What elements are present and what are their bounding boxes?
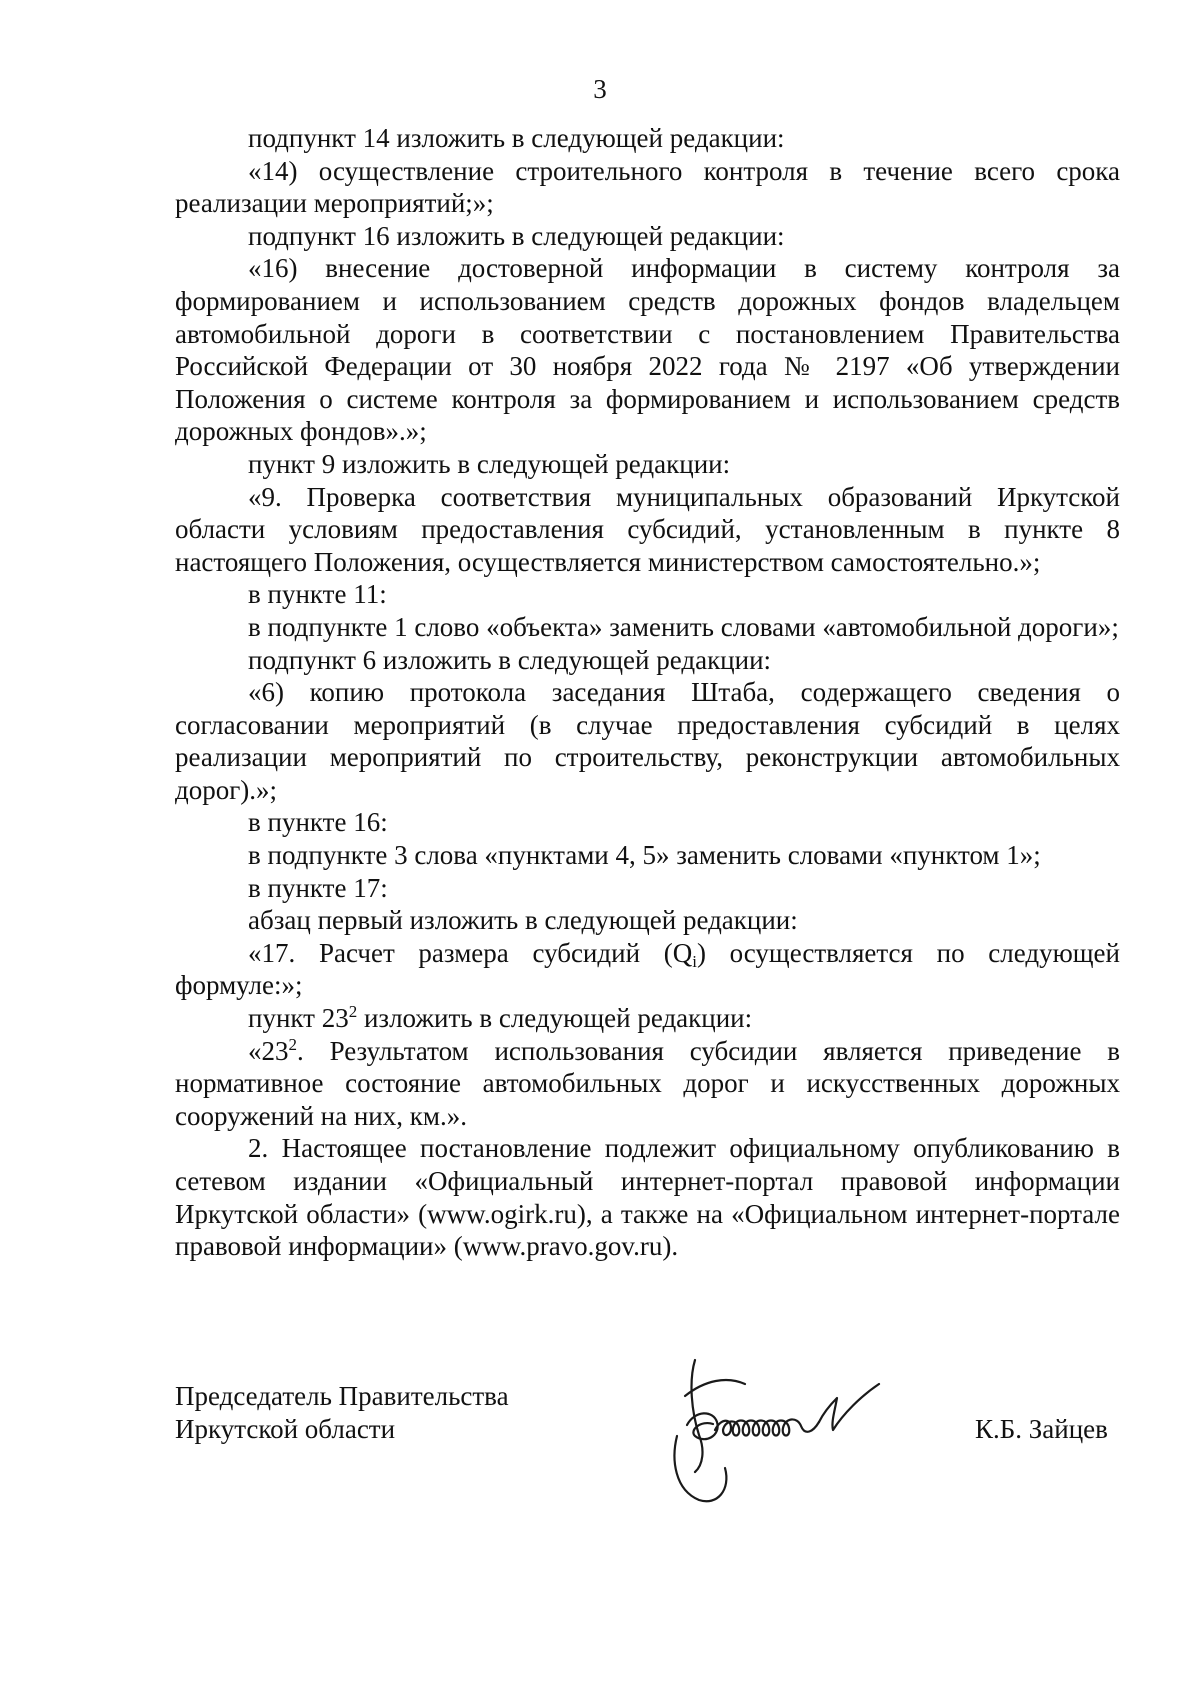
paragraph: в пункте 17: (248, 872, 388, 903)
paragraph: подпункт 6 изложить в следующей редакции: (248, 644, 772, 675)
text-span: «17. Расчет размера субсидий (Q (248, 937, 693, 968)
signer-position-line: Иркутской области (175, 1414, 396, 1444)
paragraph: подпункт 16 изложить в следующей редакции: (248, 220, 785, 251)
paragraph-23-text (175, 1035, 1120, 1133)
superscript: 2 (348, 1002, 358, 1022)
text-span: «23 (248, 1035, 289, 1066)
paragraph: в пункте 16: (248, 807, 388, 838)
paragraph: абзац первый изложить в следующей редакции: (248, 905, 798, 936)
paragraph: «16) внесение достоверной информации в систему контроля за формированием и использованием средств дорожных фондов владельцем автомобильной дороги в соответствии с постановлением Правительства Российской Федерации от 30 ноября 2022 года № 2197 «Об утверждении Положения о системе контроля за формированием и использованием средств дорожных фондов».»; (175, 253, 1120, 447)
paragraph: подпункт 14 изложить в следующей редакции: (248, 123, 785, 153)
paragraph-23-intro (175, 1002, 1120, 1035)
paragraph-publication: 2. Настоящее постановление подлежит официальному опубликованию в сетевом издании «Официальный интернет-портал правовой информации Иркутской области» (www.ogirk.ru), а также на «Официальном интернет-портале правовой информации» (www.pravo.gov.ru). (175, 1133, 1120, 1262)
paragraph: «6) копию протокола заседания Штаба, содержащего сведения о согласовании мероприятий (в случае предоставления субсидий в целях реализации мероприятий по строительству, реконструкции автомобильных дорог).»; (175, 677, 1120, 805)
paragraph: пункт 9 изложить в следующей редакции: (248, 448, 731, 479)
handwritten-signature (665, 1340, 950, 1510)
text-span: . Результатом использования субсидии является приведение в нормативное состояние автомобильных дорог и искусственных дорожных сооружений на них, км.». (175, 1035, 1120, 1131)
signer-name: К.Б. Зайцев (975, 1414, 1108, 1444)
text-span: ) осуществляется по следующей формуле:»; (175, 937, 1120, 1001)
paragraph: в подпункте 3 слова «пунктами 4, 5» заменить словами «пунктом 1»; (248, 840, 1041, 871)
signer-position-line: Председатель Правительства (175, 1381, 509, 1411)
paragraph: «14) осуществление строительного контроля в течение всего срока реализации мероприятий;»; (175, 155, 1120, 219)
text-span: изложить в следующей редакции: (357, 1003, 753, 1034)
subscript: i (692, 951, 697, 971)
superscript: 2 (288, 1034, 297, 1054)
paragraph: «9. Проверка соответствия муниципальных образований Иркутской области условиям предоставления субсидий, установленным в пункте 8 настоящего Положения, осуществляется министерством самостоятельно.»; (175, 481, 1120, 577)
text-span: пункт 23 (248, 1003, 349, 1034)
signer-position (175, 1380, 509, 1446)
paragraph: в подпункте 1 слово «объекта» заменить словами «автомобильной дороги»; (248, 611, 1119, 642)
page-number: 3 (593, 74, 607, 104)
document-body (175, 122, 1120, 1263)
paragraph: в пункте 11: (248, 579, 387, 610)
paragraph-17-formula (175, 937, 1120, 1002)
